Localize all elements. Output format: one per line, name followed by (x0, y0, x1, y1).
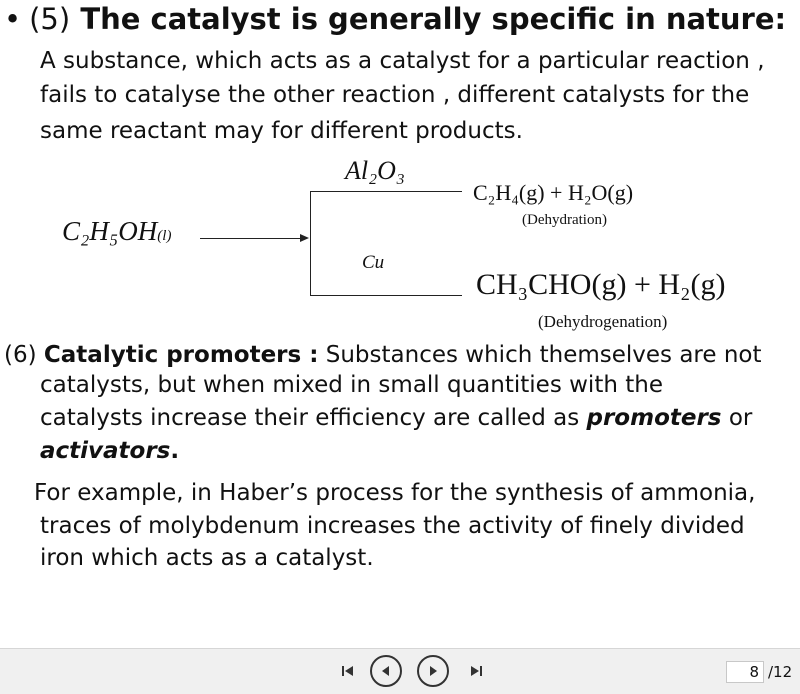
section6-text: Substances which themselves are not (325, 342, 762, 368)
heading-number: (5) (29, 2, 71, 36)
catalyst-top: Al₂O₃ (345, 156, 405, 185)
label-bottom: (Dehydrogenation) (538, 312, 668, 331)
last-page-button[interactable] (466, 661, 486, 681)
paragraph-line: A substance, which acts as a catalyst for a particular reaction , (40, 48, 765, 74)
section6-text: catalysts increase their efficiency are called as (40, 405, 580, 431)
page-total: /12 (768, 663, 793, 681)
term-promoters: promoters (586, 405, 722, 431)
label-top: (Dehydration) (522, 212, 607, 228)
branch-line (310, 191, 311, 295)
viewer-toolbar (0, 648, 800, 694)
product-bottom: CH₃CHO(g) + H₂(g) (476, 268, 726, 301)
reactant-state: (l) (157, 228, 172, 244)
top-branch-line (310, 191, 462, 192)
period: . (170, 438, 180, 464)
skip-to-first-icon (341, 664, 355, 678)
term-activators: activators (40, 438, 171, 464)
page-number-input[interactable]: 8 (726, 661, 764, 683)
paragraph-line: fails to catalyse the other reaction , different catalysts for the (40, 82, 750, 108)
example-line: traces of molybdenum increases the activity of finely divided (40, 513, 745, 539)
reactant-arrow-line (200, 238, 300, 239)
bullet: • (4, 2, 22, 36)
section6-text: or (728, 405, 753, 431)
arrow-head (300, 234, 309, 242)
previous-button[interactable] (370, 655, 402, 687)
catalyst-bottom: Cu (362, 252, 385, 273)
example-line: iron which acts as a catalyst. (40, 545, 374, 571)
first-page-button[interactable] (338, 661, 358, 681)
heading-text: The catalyst is generally specific in nature: (80, 2, 787, 36)
section6-line: catalysts, but when mixed in small quantities with the (40, 372, 663, 398)
section6-line (4, 338, 762, 372)
previous-icon (379, 664, 393, 678)
section6-number: (6) (4, 342, 37, 368)
skip-to-last-icon (469, 664, 483, 678)
paragraph-line: same reactant may for different products. (40, 118, 523, 144)
next-icon (426, 664, 440, 678)
example-line: For example, in Haber’s process for the synthesis of ammonia, (34, 480, 756, 506)
section6-line (40, 401, 752, 435)
bottom-branch-line (310, 295, 462, 296)
slide-heading (4, 2, 786, 36)
reactant (62, 216, 171, 247)
reactant-formula: C₂H₅OH (62, 216, 158, 246)
next-button[interactable] (417, 655, 449, 687)
section6-title: Catalytic promoters : (43, 342, 319, 368)
product-top: C₂H₄(g) + H₂O(g) (473, 180, 634, 205)
section6-line (40, 434, 179, 468)
